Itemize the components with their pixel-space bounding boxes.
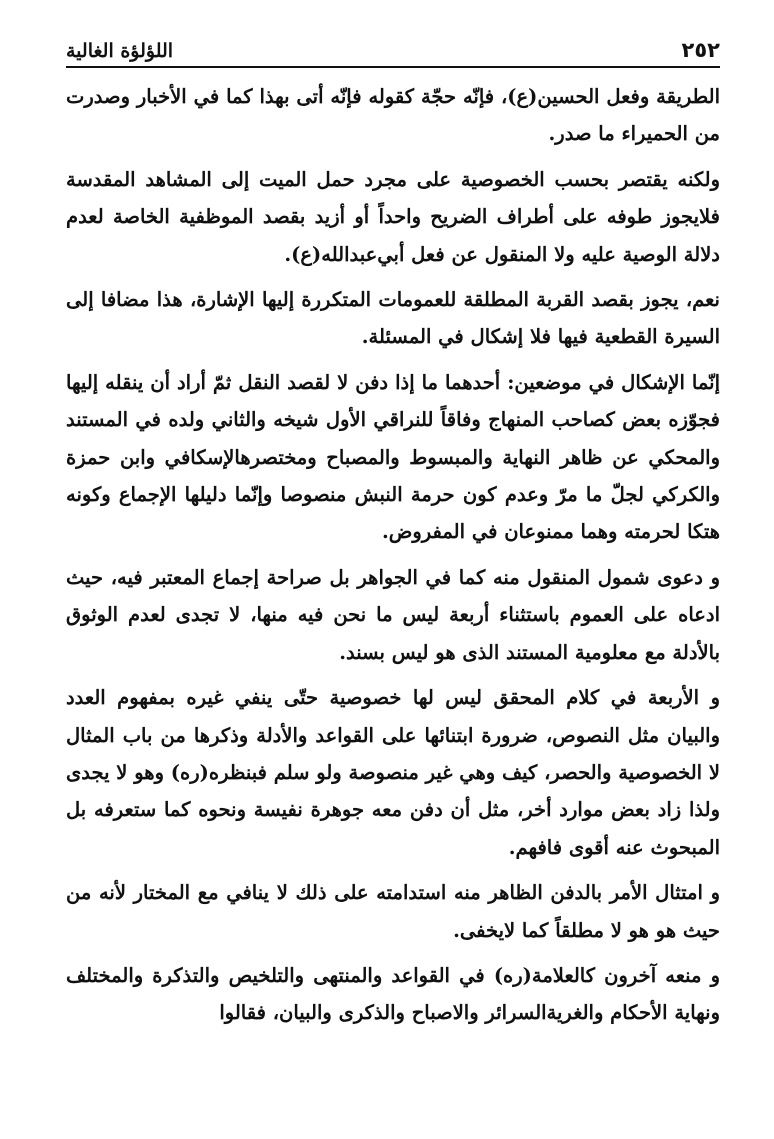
paragraph: إنّما الإشكال في موضعين: أحدهما ما إذا دفن لا لقصد النقل ثمّ أراد أن ينقله إليها فجوّزه بعض كصاحب المنهاج وفاقاً للنراقي الأول شيخه والثاني ولده في المستند والمحكي عن ظاهر النهاية والمبسوط والمصباح ومختصرهالإسكافي وابن حمزة والكركي لجلّ ما مرّ وعدم كون حرمة النبش منصوصا وإنّما دليلها الإجماع وكونه هتكا لحرمته وهما ممنوعان في المفروض. (66, 370, 720, 544)
page-header (66, 34, 720, 68)
paragraph: الطريقة وفعل الحسين(ع)، فإنّه حجّة كقوله فإنّه أتى بهذا كما في الأخبار وصدرت من الحميراء ما صدر. (66, 85, 720, 146)
paragraph: و منعه آخرون كالعلامة(ره) في القواعد والمنتهى والتلخيص والتذكرة والمختلف ونهاية الأحكام والغريةالسرائر والاصباح والذكرى والبيان، فقالوا (66, 963, 720, 1025)
paragraph: ولكنه يقتصر بحسب الخصوصية على مجرد حمل الميت إلى المشاهد المقدسة فلايجوز طوفه على أطراف الضريح واحداً أو أزيد بقصد الموظفية الخاصة لعدم دلالة الوصية عليه ولا المنقول عن فعل أبي‌عبدالله(ع). (66, 167, 720, 266)
paragraph: و دعوى شمول المنقول منه كما في الجواهر بل صراحة إجماع المعتبر فيه، حيث ادعاه على العموم باستثناء أربعة ليس ما نحن فيه منها، لا تجدى لعدم الوثوق بالأدلة مع معلومية المستند الذى هو ليس بسند. (66, 565, 720, 664)
body-text (66, 78, 720, 1040)
paragraph: و الأربعة في كلام المحقق ليس لها خصوصية حتّى ينفي غيره بمفهوم العدد والبيان مثل النصوص، ضرورة ابتنائها على القواعد والأدلة وذكرها من باب المثال لا الخصوصية والحصر، كيف وهي غير منصوصة ولو سلم فبنظره(ره) وهو لا يجدى ولذا زاد بعض موارد أخر، مثل أن دفن معه جوهرة نفيسة ونحوه كما ستعرفه بل المبحوث عنه أقوى فافهم. (66, 686, 721, 859)
running-title: اللؤلؤة الغالية (66, 40, 174, 62)
page-number: ٢٥٢ (681, 38, 720, 62)
paragraph: و امتثال الأمر بالدفن الظاهر منه استدامته على ذلك لا ينافي مع المختار لأنه من حيث هو هو لا مطلقاً كما لايخفى. (66, 881, 720, 942)
paragraph: نعم، يجوز بقصد القربة المطلقة للعمومات المتكررة إليها الإشارة، هذا مضافا إلى السيرة القطعية فيها فلا إشكال في المسئلة. (66, 288, 720, 349)
